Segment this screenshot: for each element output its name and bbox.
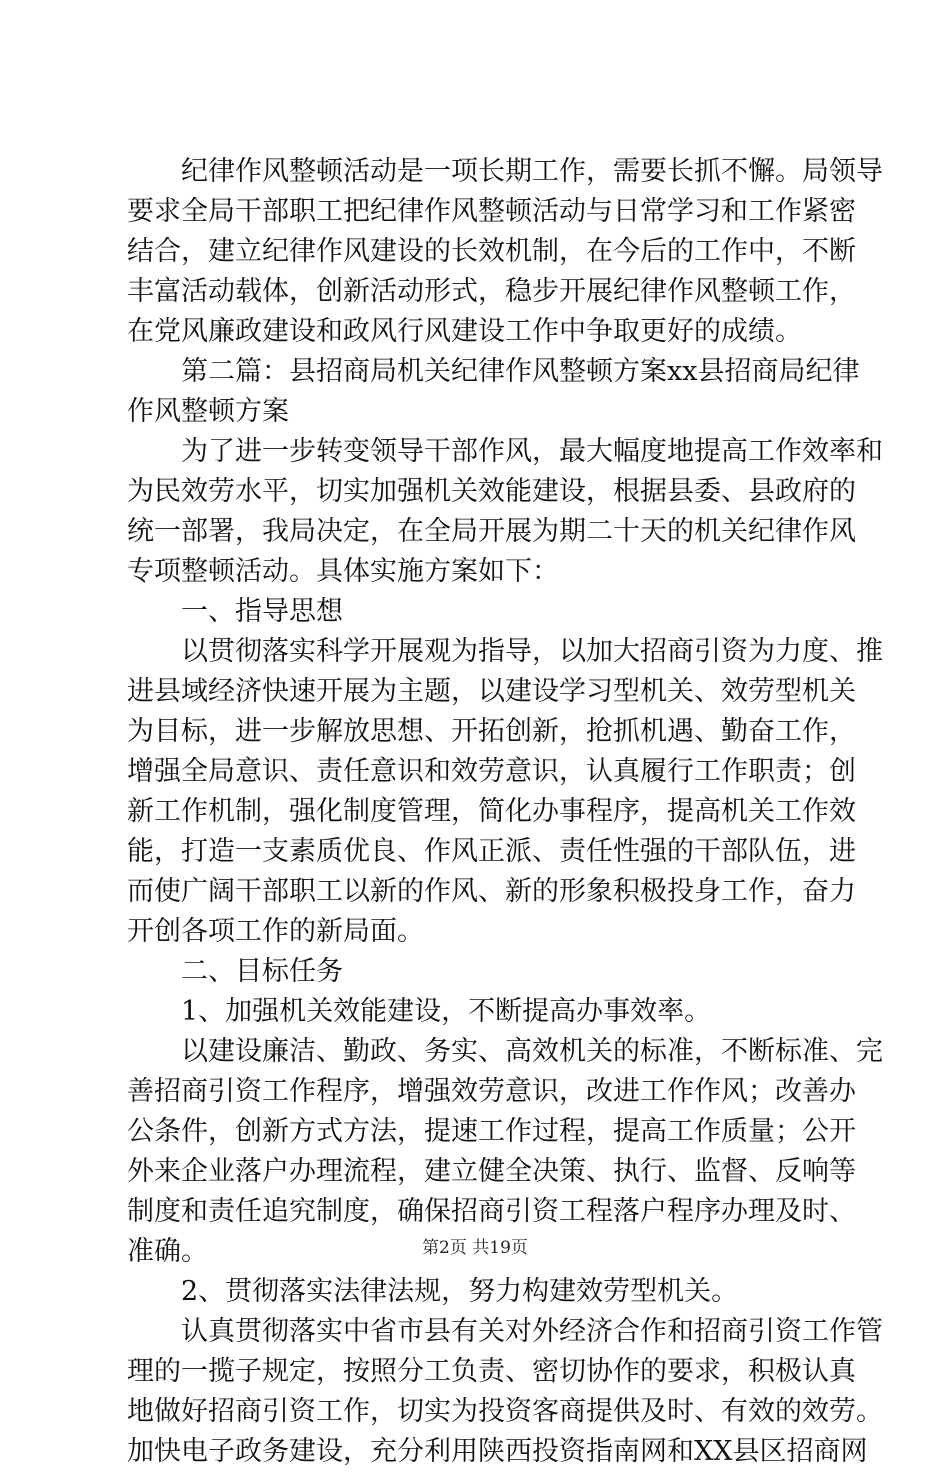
paragraph-line: 准确。 — [127, 1236, 208, 1267]
paragraph-line: 统一部署，我局决定，在全局开展为期二十天的机关纪律作风 — [127, 516, 856, 547]
paragraph-line: 增强全局意识、责任意识和效劳意识，认真履行工作职责；创 — [127, 756, 856, 787]
paragraph-line: 加快电子政务建设，充分利用陕西投资指南网和XX县区招商网 — [127, 1436, 868, 1467]
paragraph-line: 要求全局干部职工把纪律作风整顿活动与日常学习和工作紧密 — [127, 196, 856, 227]
paragraph-line: 以贯彻落实科学开展观为指导，以加大招商引资为力度、推 — [181, 636, 883, 667]
subheading-line: 2、贯彻落实法律法规，努力构建效劳型机关。 — [181, 1276, 739, 1307]
paragraph-line: 认真贯彻落实中省市县有关对外经济合作和招商引资工作管 — [181, 1316, 883, 1347]
paragraph-line: 理的一揽子规定，按照分工负责、密切协作的要求，积极认真 — [127, 1356, 856, 1387]
paragraph-line: 外来企业落户办理流程，建立健全决策、执行、监督、反响等 — [127, 1156, 856, 1187]
paragraph-line: 地做好招商引资工作，切实为投资客商提供及时、有效的效劳。 — [127, 1396, 883, 1427]
paragraph-line: 公条件，创新方式方法，提速工作过程，提高工作质量；公开 — [127, 1116, 856, 1147]
paragraph-line: 为了进一步转变领导干部作风，最大幅度地提高工作效率和 — [181, 436, 883, 467]
paragraph-line: 在党风廉政建设和政风行风建设工作中争取更好的成绩。 — [127, 316, 802, 347]
paragraph-line: 开创各项工作的新局面。 — [127, 916, 424, 947]
paragraph-line: 能，打造一支素质优良、作风正派、责任性强的干部队伍，进 — [127, 836, 856, 867]
heading-line: 一、指导思想 — [181, 596, 343, 627]
paragraph-line: 善招商引资工作程序，增强效劳意识，改进工作作风；改善办 — [127, 1076, 856, 1107]
paragraph-line: 为目标，进一步解放思想、开拓创新，抢抓机遇、勤奋工作， — [127, 716, 856, 747]
page-number-footer: 第2页 共19页 — [422, 1238, 528, 1258]
paragraph-line: 结合，建立纪律作风建设的长效机制，在今后的工作中，不断 — [127, 236, 856, 267]
document-body — [127, 152, 883, 1472]
paragraph-line: 丰富活动载体，创新活动形式，稳步开展纪律作风整顿工作， — [127, 276, 856, 307]
section-title-line: 第二篇：县招商局机关纪律作风整顿方案xx县招商局纪律 — [181, 356, 860, 387]
paragraph-line: 而使广阔干部职工以新的作风、新的形象积极投身工作，奋力 — [127, 876, 856, 907]
paragraph-line: 专项整顿活动。具体实施方案如下： — [127, 556, 559, 587]
subheading-line: 1、加强机关效能建设，不断提高办事效率。 — [181, 996, 712, 1027]
paragraph-line: 新工作机制，强化制度管理，简化办事程序，提高机关工作效 — [127, 796, 856, 827]
paragraph-line: 为民效劳水平，切实加强机关效能建设，根据县委、县政府的 — [127, 476, 856, 507]
paragraph-line: 制度和责任追究制度，确保招商引资工程落户程序办理及时、 — [127, 1196, 856, 1227]
heading-line: 二、目标任务 — [181, 956, 343, 987]
paragraph-line: 进县域经济快速开展为主题，以建设学习型机关、效劳型机关 — [127, 676, 856, 707]
section-title-line: 作风整顿方案 — [127, 396, 289, 427]
paragraph-line: 以建设廉洁、勤政、务实、高效机关的标准，不断标准、完 — [181, 1036, 883, 1067]
paragraph-line: 纪律作风整顿活动是一项长期工作，需要长抓不懈。局领导 — [181, 156, 883, 187]
